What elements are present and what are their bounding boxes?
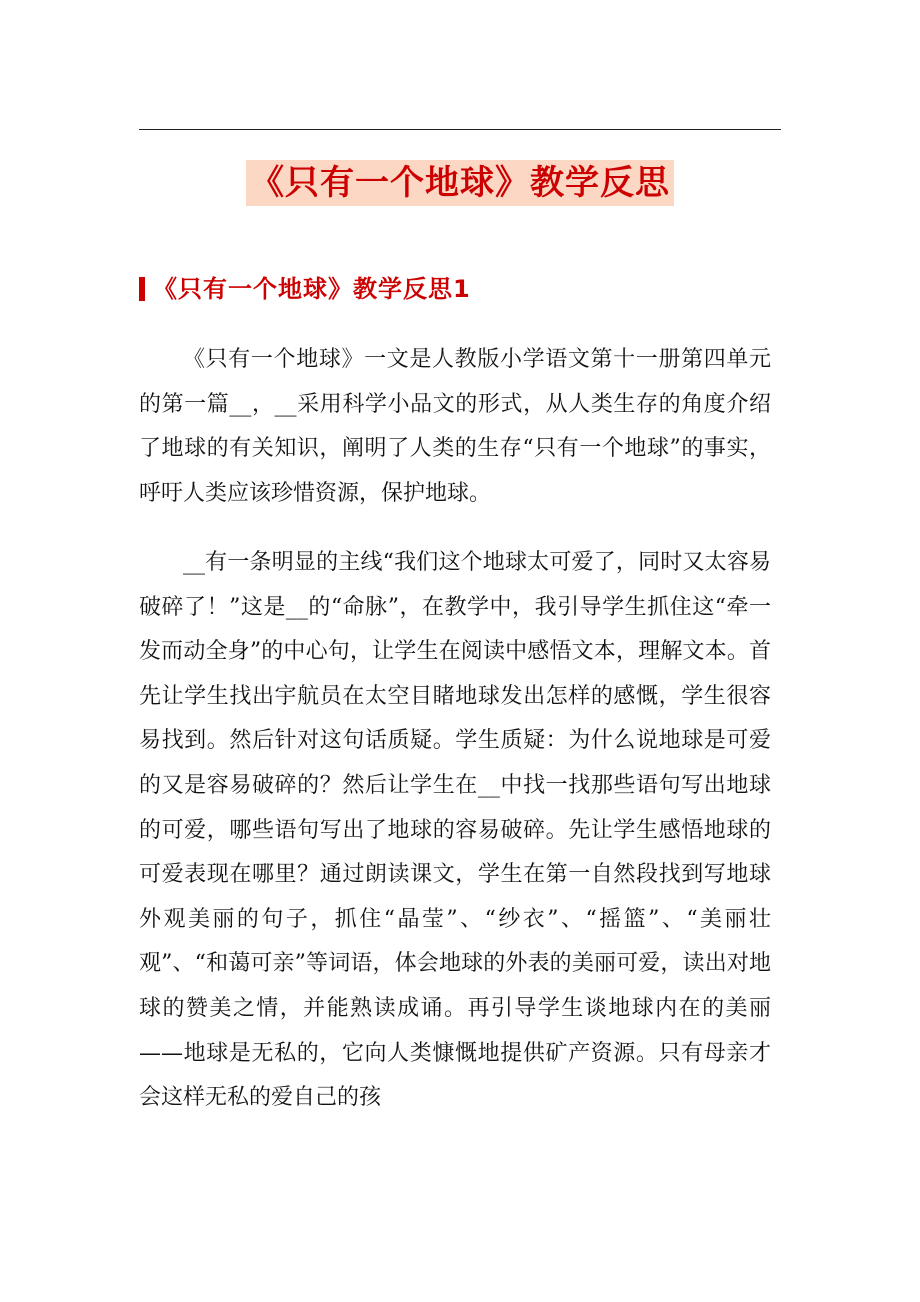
top-divider [139, 129, 781, 130]
document-title: 《只有一个地球》教学反思 [246, 160, 674, 206]
paragraph-1: 《只有一个地球》一文是人教版小学语文第十一册第四单元的第一篇__，__采用科学小品文的形式，从人类生存的角度介绍了地球的有关知识，阐明了人类的生存“只有一个地球”的事实，呼吁人类应该珍惜资源，保护地球。 [139, 347, 771, 506]
section-heading [139, 272, 471, 306]
paragraph-2: __有一条明显的主线“我们这个地球太可爱了，同时又太容易破碎了！”这是__的“命脉”，在教学中，我引导学生抓住这“牵一发而动全身”的中心句，让学生在阅读中感悟文本，理解文本。首先让学生找出宇航员在太空目睹地球发出怎样的感慨，学生很容易找到。然后针对这句话质疑。学生质疑：为什么说地球是可爱的又是容易破碎的？然后让学生在__中找一找那些语句写出地球的可爱，哪些语句写出了地球的容易破碎。先让学生感悟地球的可爱表现在哪里？通过朗读课文，学生在第一自然段找到写地球外观美丽的句子，抓住“晶莹”、“纱衣”、“摇篮”、“美丽壮观”、“和蔼可亲”等词语，体会地球的外表的美丽可爱，读出对地球的赞美之情，并能熟读成诵。再引导学生谈地球内在的美丽——地球是无私的，它向人类慷慨地提供矿产资源。只有母亲才会这样无私的爱自己的孩 [139, 550, 771, 1111]
section-marker-bar [139, 277, 145, 301]
section-heading-text: 《只有一个地球》教学反思1 [153, 275, 471, 303]
title-container [0, 160, 920, 206]
